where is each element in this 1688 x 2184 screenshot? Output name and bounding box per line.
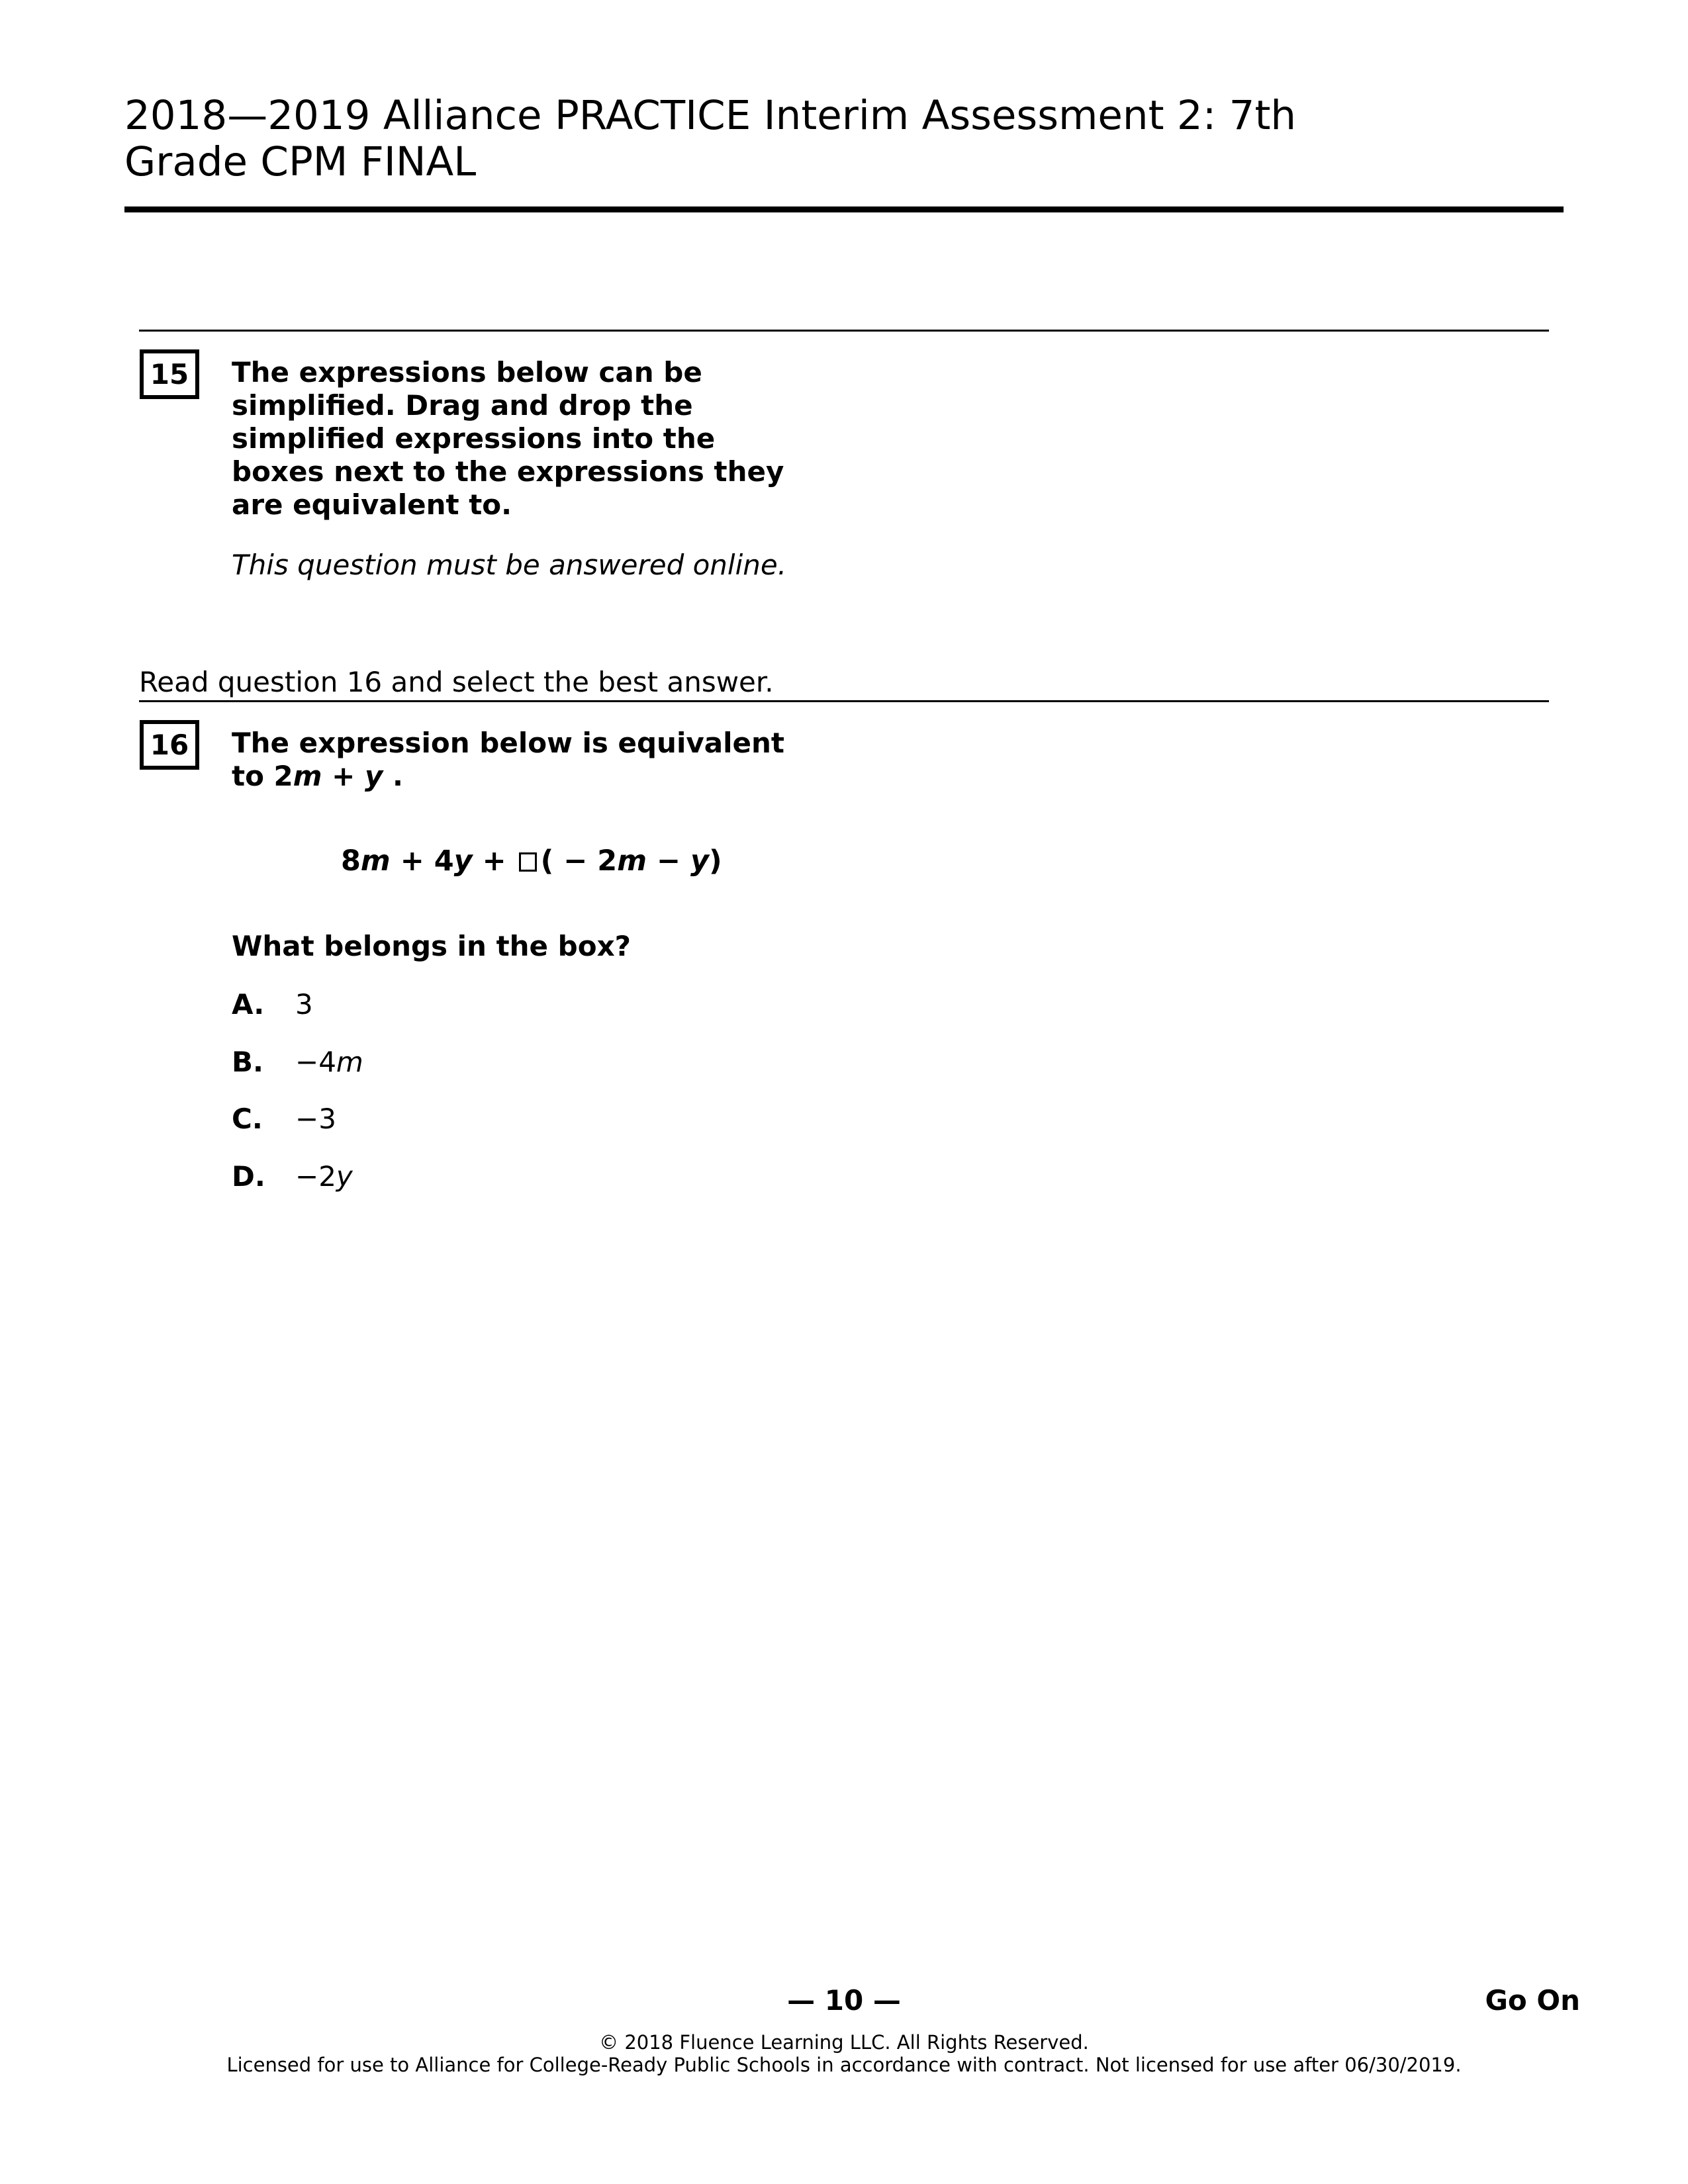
choice-variable: y [336,1160,353,1193]
page-number: — 10 — [787,1984,901,2017]
question-15-stem-line: The expressions below can be [232,356,702,388]
question-15-online-note: This question must be answered online. [232,549,787,581]
choice-text [295,1160,353,1193]
choice-value: −2 [295,1160,336,1193]
choice-text [295,1046,363,1079]
expression-variable: m [617,844,647,878]
question-16-stem-line-2 [232,760,794,793]
question-15-divider [139,330,1549,332]
choice-value: 3 [295,988,313,1021]
choice-letter: D. [232,1160,265,1193]
question-15-stem-line: simplified expressions into the [232,422,716,455]
page-title [124,93,1316,185]
choice-text [295,988,313,1021]
choice-letter: B. [232,1046,263,1078]
choice-letter: A. [232,988,265,1021]
header-divider [124,206,1564,212]
stem-text: to 2 [232,760,293,792]
question-15-stem-line: simplified. Drag and drop the [232,389,693,422]
question-16-divider [139,700,1549,702]
question-16-stem [232,727,794,793]
stem-operator: + [322,760,365,792]
expression-term: 8 [341,844,361,878]
expression-operator: + [472,844,516,878]
choice-variable: m [336,1046,363,1078]
expression-operator: − [647,844,690,878]
page-title-line-2: Grade CPM FINAL [124,138,477,185]
choice-value: −4 [295,1046,336,1078]
question-16-expression [341,843,722,879]
expression-variable: y [690,844,710,878]
expression-variable: y [453,844,473,878]
go-on-label: Go On [1485,1984,1580,2017]
choice-text [295,1103,336,1136]
expression-term: + 4 [390,844,454,878]
expression-term: ( − 2 [540,844,618,878]
choice-value: −3 [295,1103,336,1135]
expression-term: ) [709,844,722,878]
page-title-line-1: 2018—2019 Alliance PRACTICE Interim Assessment 2: 7th [124,92,1297,139]
question-15-stem-line: boxes next to the expressions they [232,455,784,488]
stem-period: . [383,760,403,792]
expression-variable: m [360,844,391,878]
stem-variable-m: m [293,760,322,792]
question-16-prompt: What belongs in the box? [232,930,632,962]
copyright-notice: © 2018 Fluence Learning LLC. All Rights Reserved. [599,2031,1089,2054]
choice-letter: C. [232,1103,263,1135]
license-notice: Licensed for use to Alliance for College-Ready Public Schools in accordance with contract. Not licensed for use after 06/30/2019. [226,2054,1462,2076]
stem-variable-y: y [364,760,383,792]
question-15-number: 15 [140,349,199,399]
question-15-stem [232,356,794,522]
question-16-stem-line-1: The expression below is equivalent [232,727,784,759]
question-16-instruction: Read question 16 and select the best answer. [139,666,774,698]
blank-box-icon [519,852,537,872]
question-16-number: 16 [140,720,199,770]
question-15-stem-line: are equivalent to. [232,488,512,521]
